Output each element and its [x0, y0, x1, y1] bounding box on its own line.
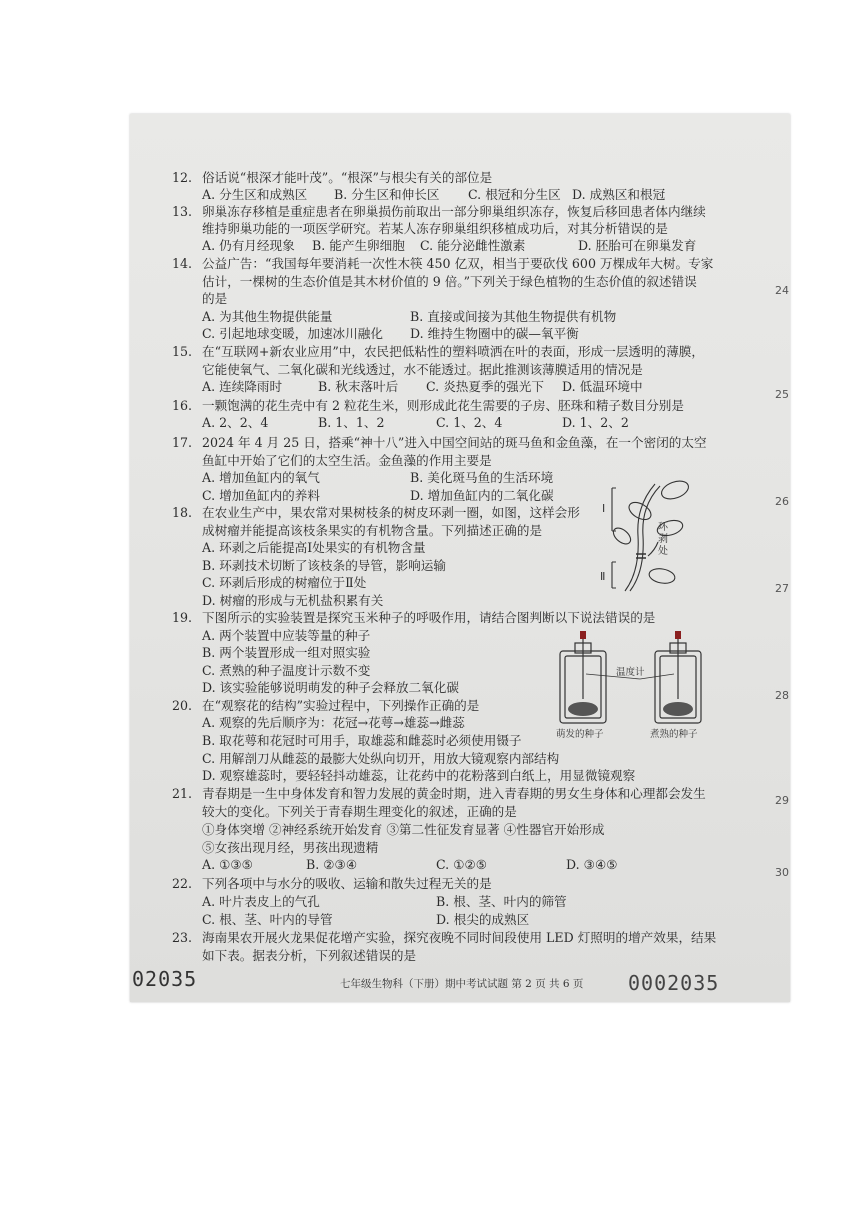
question-number: 15. [172, 344, 193, 359]
option: B. 两个装置形成一组对照实验 [202, 645, 371, 660]
question-text: 公益广告：“我国每年要消耗一次性木筷 450 亿双，相当于要砍伐 600 万棵成年大树。专家 [202, 256, 714, 271]
question-text: 的是 [202, 291, 228, 306]
option: C. 用解剖刀从雌蕊的最膨大处纵向切开，用放大镜观察内部结构 [202, 751, 560, 766]
option: A. 2、2、4 [202, 415, 269, 430]
side-number: 27 [775, 582, 789, 595]
thermometer-label: 温度计 [616, 667, 645, 678]
question-text: ①身体突增 ②神经系统开始发育 ③第二性征发育显著 ④性器官开始形成 [202, 822, 605, 837]
option: C. 环剥后形成的树瘤位于Ⅱ处 [202, 575, 367, 590]
seed-respiration-figure [550, 629, 720, 741]
option: B. 根、茎、叶内的筛管 [436, 894, 567, 909]
option: D. 增加鱼缸内的二氧化碳 [410, 488, 554, 503]
option: C. 引起地球变暖，加速冰川融化 [202, 326, 383, 341]
branch-girdling-figure [600, 476, 720, 596]
girdle-annotation: 环 [658, 522, 668, 533]
question-number: 20. [172, 698, 193, 713]
girdle-annotation: 剥 [658, 534, 668, 545]
question-number: 19. [172, 610, 193, 625]
question-text: 维持卵巢功能的一项医学研究。若某人冻存卵巢组织移植成功后，对其分析错误的是 [202, 221, 668, 236]
question-text: 鱼缸中开始了它们的太空生活。金鱼藻的作用主要是 [202, 453, 492, 468]
question-number: 21. [172, 786, 193, 801]
question-text: 青春期是一生中身体发育和智力发展的黄金时期，进入青春期的男女生身体和心理都会发生 [202, 786, 706, 801]
question-number: 18. [172, 505, 193, 520]
question-text: 2024 年 4 月 25 日，搭乘“神十八”进入中国空间站的斑马鱼和金鱼藻，在一个密闭的太空 [202, 435, 707, 450]
option: B. 秋末落叶后 [318, 379, 399, 394]
question-number: 22. [172, 876, 193, 891]
option: D. 胚胎可在卵巢发育 [578, 238, 697, 253]
option: B. 1、1、2 [318, 415, 385, 430]
page-footer-title: 七年级生物科（下册）期中考试试题 第 2 页 共 6 页 [340, 978, 584, 990]
page-code-left: 02035 [132, 967, 198, 991]
cooked-seed-caption: 煮熟的种子 [650, 729, 698, 740]
option: C. 炎热夏季的强光下 [426, 379, 544, 394]
region-label-II: Ⅱ [600, 570, 606, 583]
option: A. 为其他生物提供能量 [202, 309, 333, 324]
option: C. 根冠和分生区 [468, 187, 561, 202]
question-text: 它能使氧气、二氧化碳和光线透过，水不能透过。据此推测该薄膜适用的情况是 [202, 362, 643, 377]
option: A. 叶片表皮上的气孔 [202, 894, 320, 909]
option: B. 取花萼和花冠时可用手，取雄蕊和雌蕊时必须使用镊子 [202, 733, 522, 748]
question-text: 估计，一棵树的生态价值是其木材价值的 9 倍。”下列关于绿色植物的生态价值的叙述错误 [202, 274, 697, 289]
side-number: 30 [775, 866, 789, 879]
question-text: 如下表。据表分析，下列叙述错误的是 [202, 948, 417, 963]
option: D. 观察雄蕊时，要轻轻抖动雄蕊，让花药中的花粉落到白纸上，用显微镜观察 [202, 768, 636, 783]
option: C. 煮熟的种子温度计示数不变 [202, 663, 371, 678]
question-text: 较大的变化。下列关于青春期生理变化的叙述，正确的是 [202, 804, 517, 819]
option: B. 美化斑马鱼的生活环境 [410, 470, 554, 485]
question-text: ⑤女孩出现月经，男孩出现遗精 [202, 840, 379, 855]
option: A. ①③⑤ [202, 857, 253, 872]
question-number: 17. [172, 435, 193, 450]
option: B. 直接或间接为其他生物提供有机物 [410, 309, 617, 324]
option: A. 增加鱼缸内的氧气 [202, 470, 320, 485]
question-text: 成树瘤并能提高该枝条果实的有机物含量。下列描述正确的是 [202, 523, 543, 538]
option: D. 该实验能够说明萌发的种子会释放二氧化碳 [202, 680, 459, 695]
option: C. ①②⑤ [436, 857, 488, 872]
region-label-I: Ⅰ [602, 502, 606, 515]
option: A. 环剥之后能提高Ⅰ处果实的有机物含量 [202, 540, 426, 555]
question-number: 14. [172, 256, 193, 271]
option: A. 连续降雨时 [202, 379, 283, 394]
page-code-right: 0002035 [628, 971, 720, 995]
option: D. 维持生物圈中的碳—氧平衡 [410, 326, 579, 341]
question-text: 下列各项中与水分的吸收、运输和散失过程无关的是 [202, 876, 492, 891]
question-number: 12. [172, 170, 193, 185]
question-number: 13. [172, 204, 193, 219]
question-text: 在“观察花的结构”实验过程中，下列操作正确的是 [202, 698, 480, 713]
option: B. 能产生卵细胞 [312, 238, 405, 253]
germinating-seed-caption: 萌发的种子 [556, 729, 604, 740]
girdle-annotation: 处 [658, 546, 668, 557]
option: A. 观察的先后顺序为：花冠→花萼→雄蕊→雌蕊 [202, 715, 465, 730]
option: C. 根、茎、叶内的导管 [202, 912, 333, 927]
question-text: 下图所示的实验装置是探究玉米种子的呼吸作用，请结合图判断以下说法错误的是 [202, 610, 656, 625]
exam-page [130, 114, 790, 1002]
side-number: 25 [775, 388, 789, 401]
option: B. 分生区和伸长区 [334, 187, 440, 202]
option: D. ③④⑤ [566, 857, 618, 872]
side-number: 29 [775, 794, 789, 807]
question-text: 在农业生产中，果农常对果树枝条的树皮环剥一圈，如图，这样会形 [202, 505, 580, 520]
option: A. 仍有月经现象 [202, 238, 295, 253]
option: B. ②③④ [306, 857, 358, 872]
option: B. 环剥技术切断了该枝条的导管，影响运输 [202, 558, 446, 573]
side-number: 26 [775, 495, 789, 508]
question-text: 俗话说“根深才能叶茂”。“根深”与根尖有关的部位是 [202, 170, 493, 185]
question-number: 23. [172, 930, 193, 945]
option: D. 低温环境中 [562, 379, 643, 394]
option: C. 能分泌雌性激素 [420, 238, 526, 253]
question-text: 一颗饱满的花生壳中有 2 粒花生米，则形成此花生需要的子房、胚珠和精子数目分别是 [202, 398, 684, 413]
option: D. 根尖的成熟区 [436, 912, 530, 927]
side-number: 24 [775, 284, 789, 297]
side-number: 28 [775, 689, 789, 702]
option: D. 1、2、2 [562, 415, 629, 430]
option: C. 1、2、4 [436, 415, 503, 430]
question-text: 在“互联网+新农业应用”中，农民把低粘性的塑料喷洒在叶的表面，形成一层透明的薄膜， [202, 344, 704, 359]
question-text: 海南果农开展火龙果促花增产实验，探究夜晚不同时间段使用 LED 灯照明的增产效果，结果 [202, 930, 717, 945]
question-text: 卵巢冻存移植是重症患者在卵巢损伤前取出一部分卵巢组织冻存，恢复后移回患者体内继续 [202, 204, 706, 219]
option: D. 树瘤的形成与无机盐积累有关 [202, 593, 384, 608]
question-number: 16. [172, 398, 193, 413]
option: D. 成熟区和根冠 [572, 187, 666, 202]
option: C. 增加鱼缸内的养料 [202, 488, 320, 503]
option: A. 分生区和成熟区 [202, 187, 308, 202]
option: A. 两个装置中应装等量的种子 [202, 628, 371, 643]
